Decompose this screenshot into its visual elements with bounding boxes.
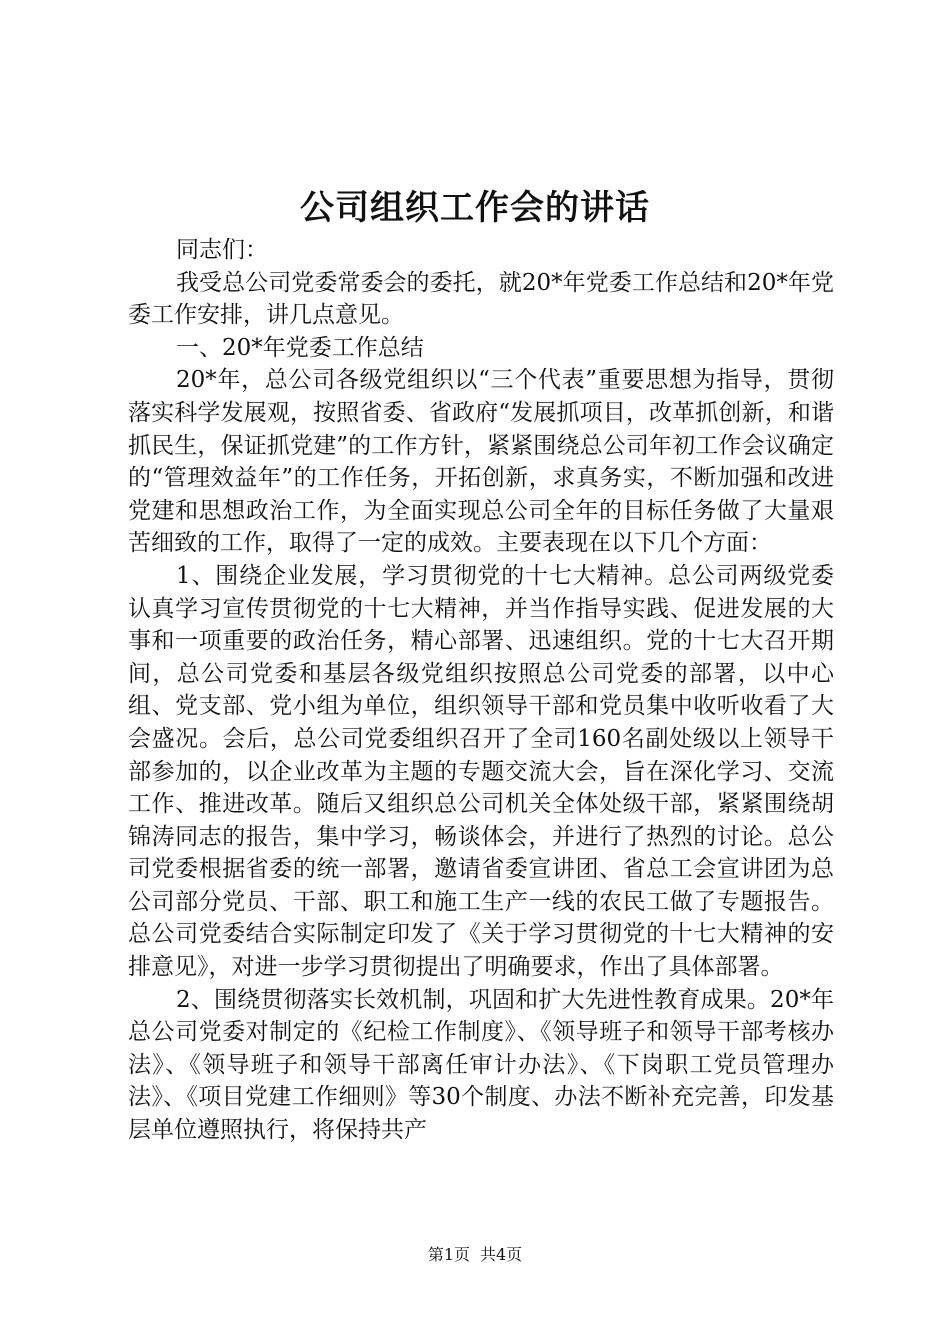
summary-paragraph: 20*年，总公司各级党组织以“三个代表”重要思想为指导，贯彻落实科学发展观，按照省委、省政府“发展抓项目，改革抓创新，和谐抓民生，保证抓党建”的工作方针，紧紧围绕总公司年初工作会议确定的“管理效益年”的工作任务，开拓创新，求真务实，不断加强和改进党建和思想政治工作，为全面实现总公司全年的目标任务做了大量艰苦细致的工作，取得了一定的成效。主要表现在以下几个方面：	[128, 367, 834, 557]
point-2-paragraph: 2、围绕贯彻落实长效机制，巩固和扩大先进性教育成果。20*年总公司党委对制定的《纪检工作制度》、《领导班子和领导干部考核办法》、《领导班子和领导干部离任审计办法》、《下岗职工党员管理办法》、《项目党建工作细则》等30个制度、办法不断补充完善，印发基层单位遵照执行，将保持共产	[128, 986, 834, 1144]
page-footer	[0, 1244, 950, 1266]
document-body	[128, 234, 834, 1147]
intro-paragraph: 我受总公司党委常委会的委托，就20*年党委工作总结和20*年党委工作安排，讲几点意见。	[128, 269, 834, 329]
document-title: 公司组织工作会的讲话	[300, 188, 650, 228]
section-heading: 一、20*年党委工作总结	[176, 334, 424, 361]
page-number: 第1页	[427, 1245, 470, 1264]
salutation: 同志们：	[176, 237, 268, 263]
point-1-paragraph: 1、围绕企业发展，学习贯彻党的十七大精神。总公司两级党委认真学习宣传贯彻党的十七大精神，并当作指导实践、促进发展的大事和一项重要的政治任务，精心部署、迅速组织。党的十七大召开期间，总公司党委和基层各级党组织按照总公司党委的部署，以中心组、党支部、党小组为单位，组织领导干部和党员集中收听收看了大会盛况。会后，总公司党委组织召开了全司160名副处级以上领导干部参加的，以企业改革为主题的专题交流大会，旨在深化学习、交流工作、推进改革。随后又组织总公司机关全体处级干部，紧紧围绕胡锦涛同志的报告，集中学习，畅谈体会，并进行了热烈的讨论。总公司党委根据省委的统一部署，邀请省委宣讲团、省总工会宣讲团为总公司部分党员、干部、职工和施工生产一线的农民工做了专题报告。总公司党委结合实际制定印发了《关于学习贯彻党的十七大精神的安排意见》，对进一步学习贯彻提出了明确要求，作出了具体部署。	[128, 562, 834, 981]
page-total: 共4页	[480, 1245, 523, 1264]
